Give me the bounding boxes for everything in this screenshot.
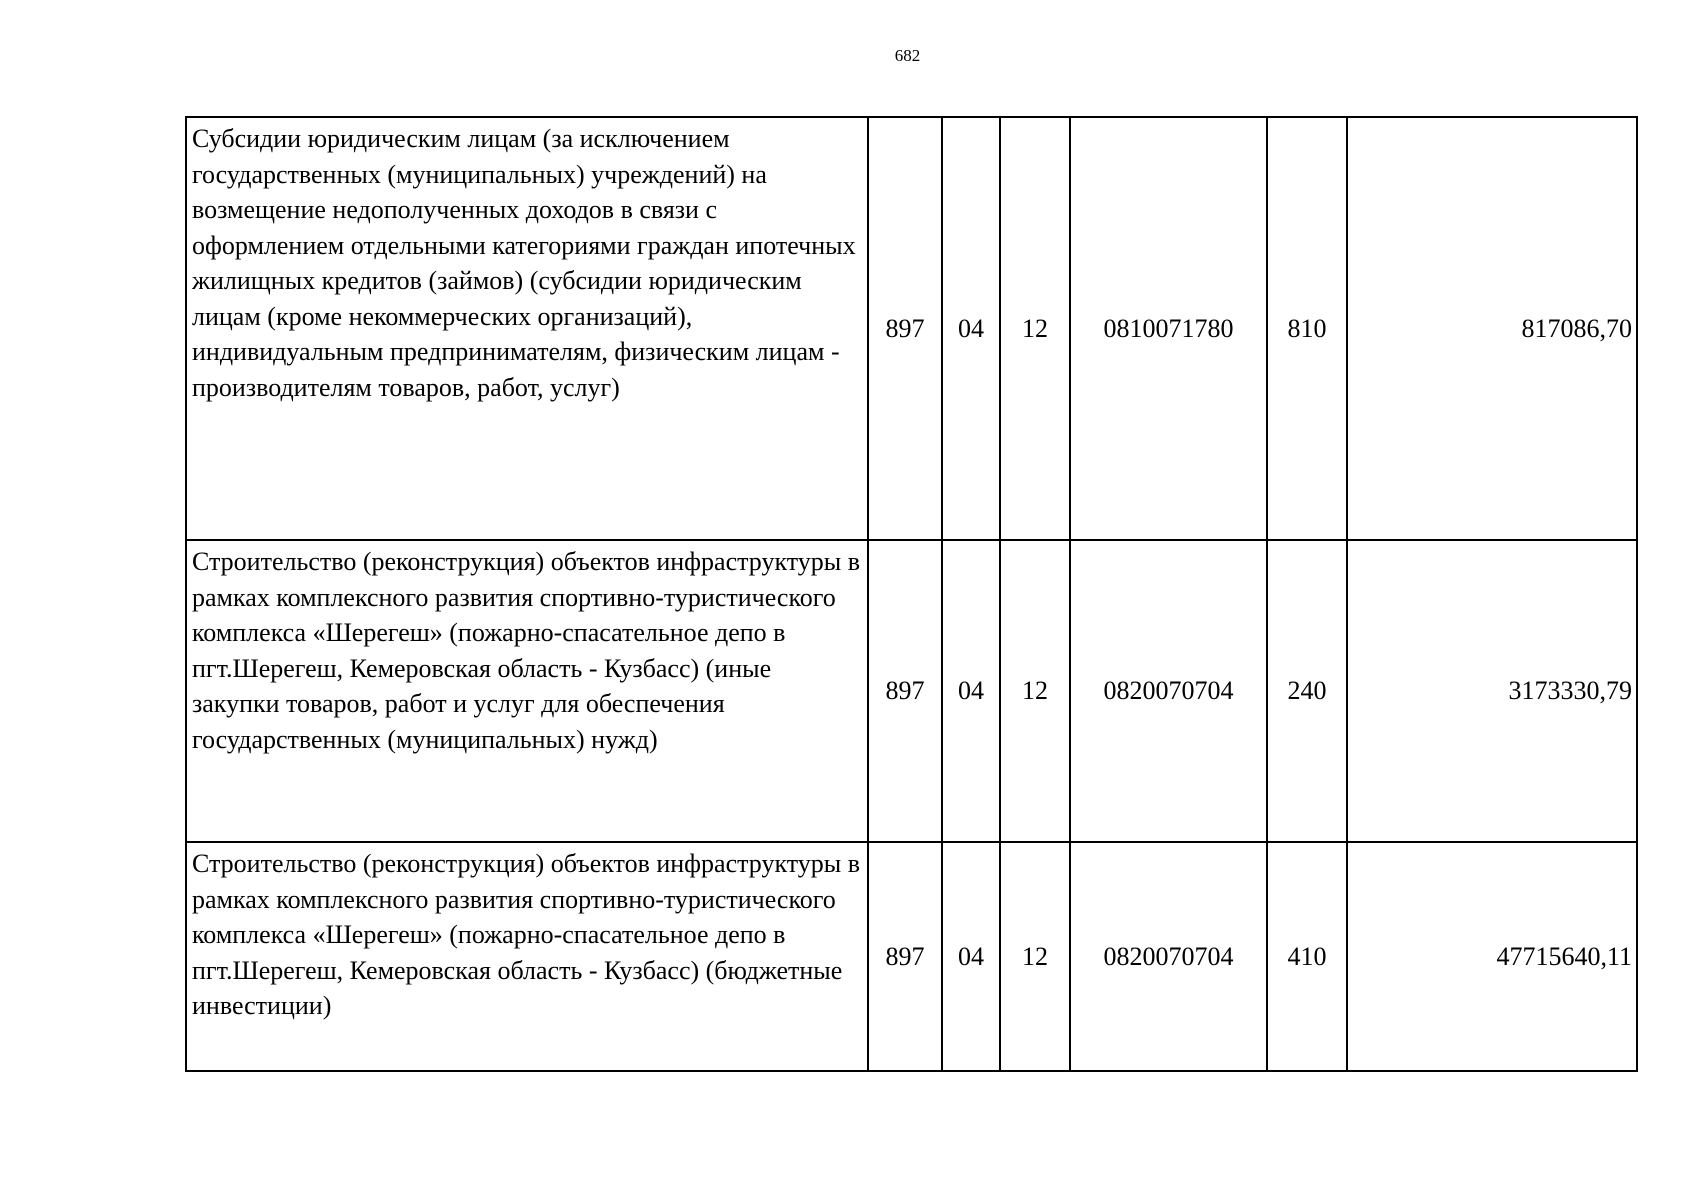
subsection-code: 12 <box>1000 540 1070 842</box>
amount: 47715640,11 <box>1347 842 1637 1071</box>
row-description: Строительство (реконструкция) объектов инфраструктуры в рамках комплексного развития спортивно-туристического комплекса «Шерегеш» (пожарно-спасательное депо в пгт.Шерегеш, Кемеровская область - Кузбасс) (бюджетные инвестиции) <box>186 842 868 1071</box>
table-row <box>186 540 1637 842</box>
expense-type-code: 810 <box>1267 117 1347 540</box>
ministry-code: 897 <box>868 117 942 540</box>
table-row <box>186 842 1637 1071</box>
row-description: Строительство (реконструкция) объектов инфраструктуры в рамках комплексного развития спортивно-туристического комплекса «Шерегеш» (пожарно-спасательное депо в пгт.Шерегеш, Кемеровская область - Кузбасс) (иные закупки товаров, работ и услуг для обеспечения государственных (муниципальных) нужд) <box>186 540 868 842</box>
ministry-code: 897 <box>868 842 942 1071</box>
ministry-code: 897 <box>868 540 942 842</box>
subsection-code: 12 <box>1000 842 1070 1071</box>
expense-type-code: 240 <box>1267 540 1347 842</box>
table-row <box>186 117 1637 540</box>
section-code: 04 <box>942 842 1000 1071</box>
subsection-code: 12 <box>1000 117 1070 540</box>
row-description: Субсидии юридическим лицам (за исключением государственных (муниципальных) учреждений) на возмещение недополученных доходов в связи с оформлением отдельными категориями граждан ипотечных жилищных кредитов (займов) (субсидии юридическим лицам (кроме некоммерческих организаций), индивидуальным предпринимателям, физическим лицам - производителям товаров, работ, услуг) <box>186 117 868 540</box>
amount: 3173330,79 <box>1347 540 1637 842</box>
budget-table <box>185 116 1638 1072</box>
section-code: 04 <box>942 117 1000 540</box>
target-item-code: 0820070704 <box>1070 842 1267 1071</box>
expense-type-code: 410 <box>1267 842 1347 1071</box>
section-code: 04 <box>942 540 1000 842</box>
amount: 817086,70 <box>1347 117 1637 540</box>
target-item-code: 0810071780 <box>1070 117 1267 540</box>
page-number: 682 <box>894 46 921 65</box>
target-item-code: 0820070704 <box>1070 540 1267 842</box>
